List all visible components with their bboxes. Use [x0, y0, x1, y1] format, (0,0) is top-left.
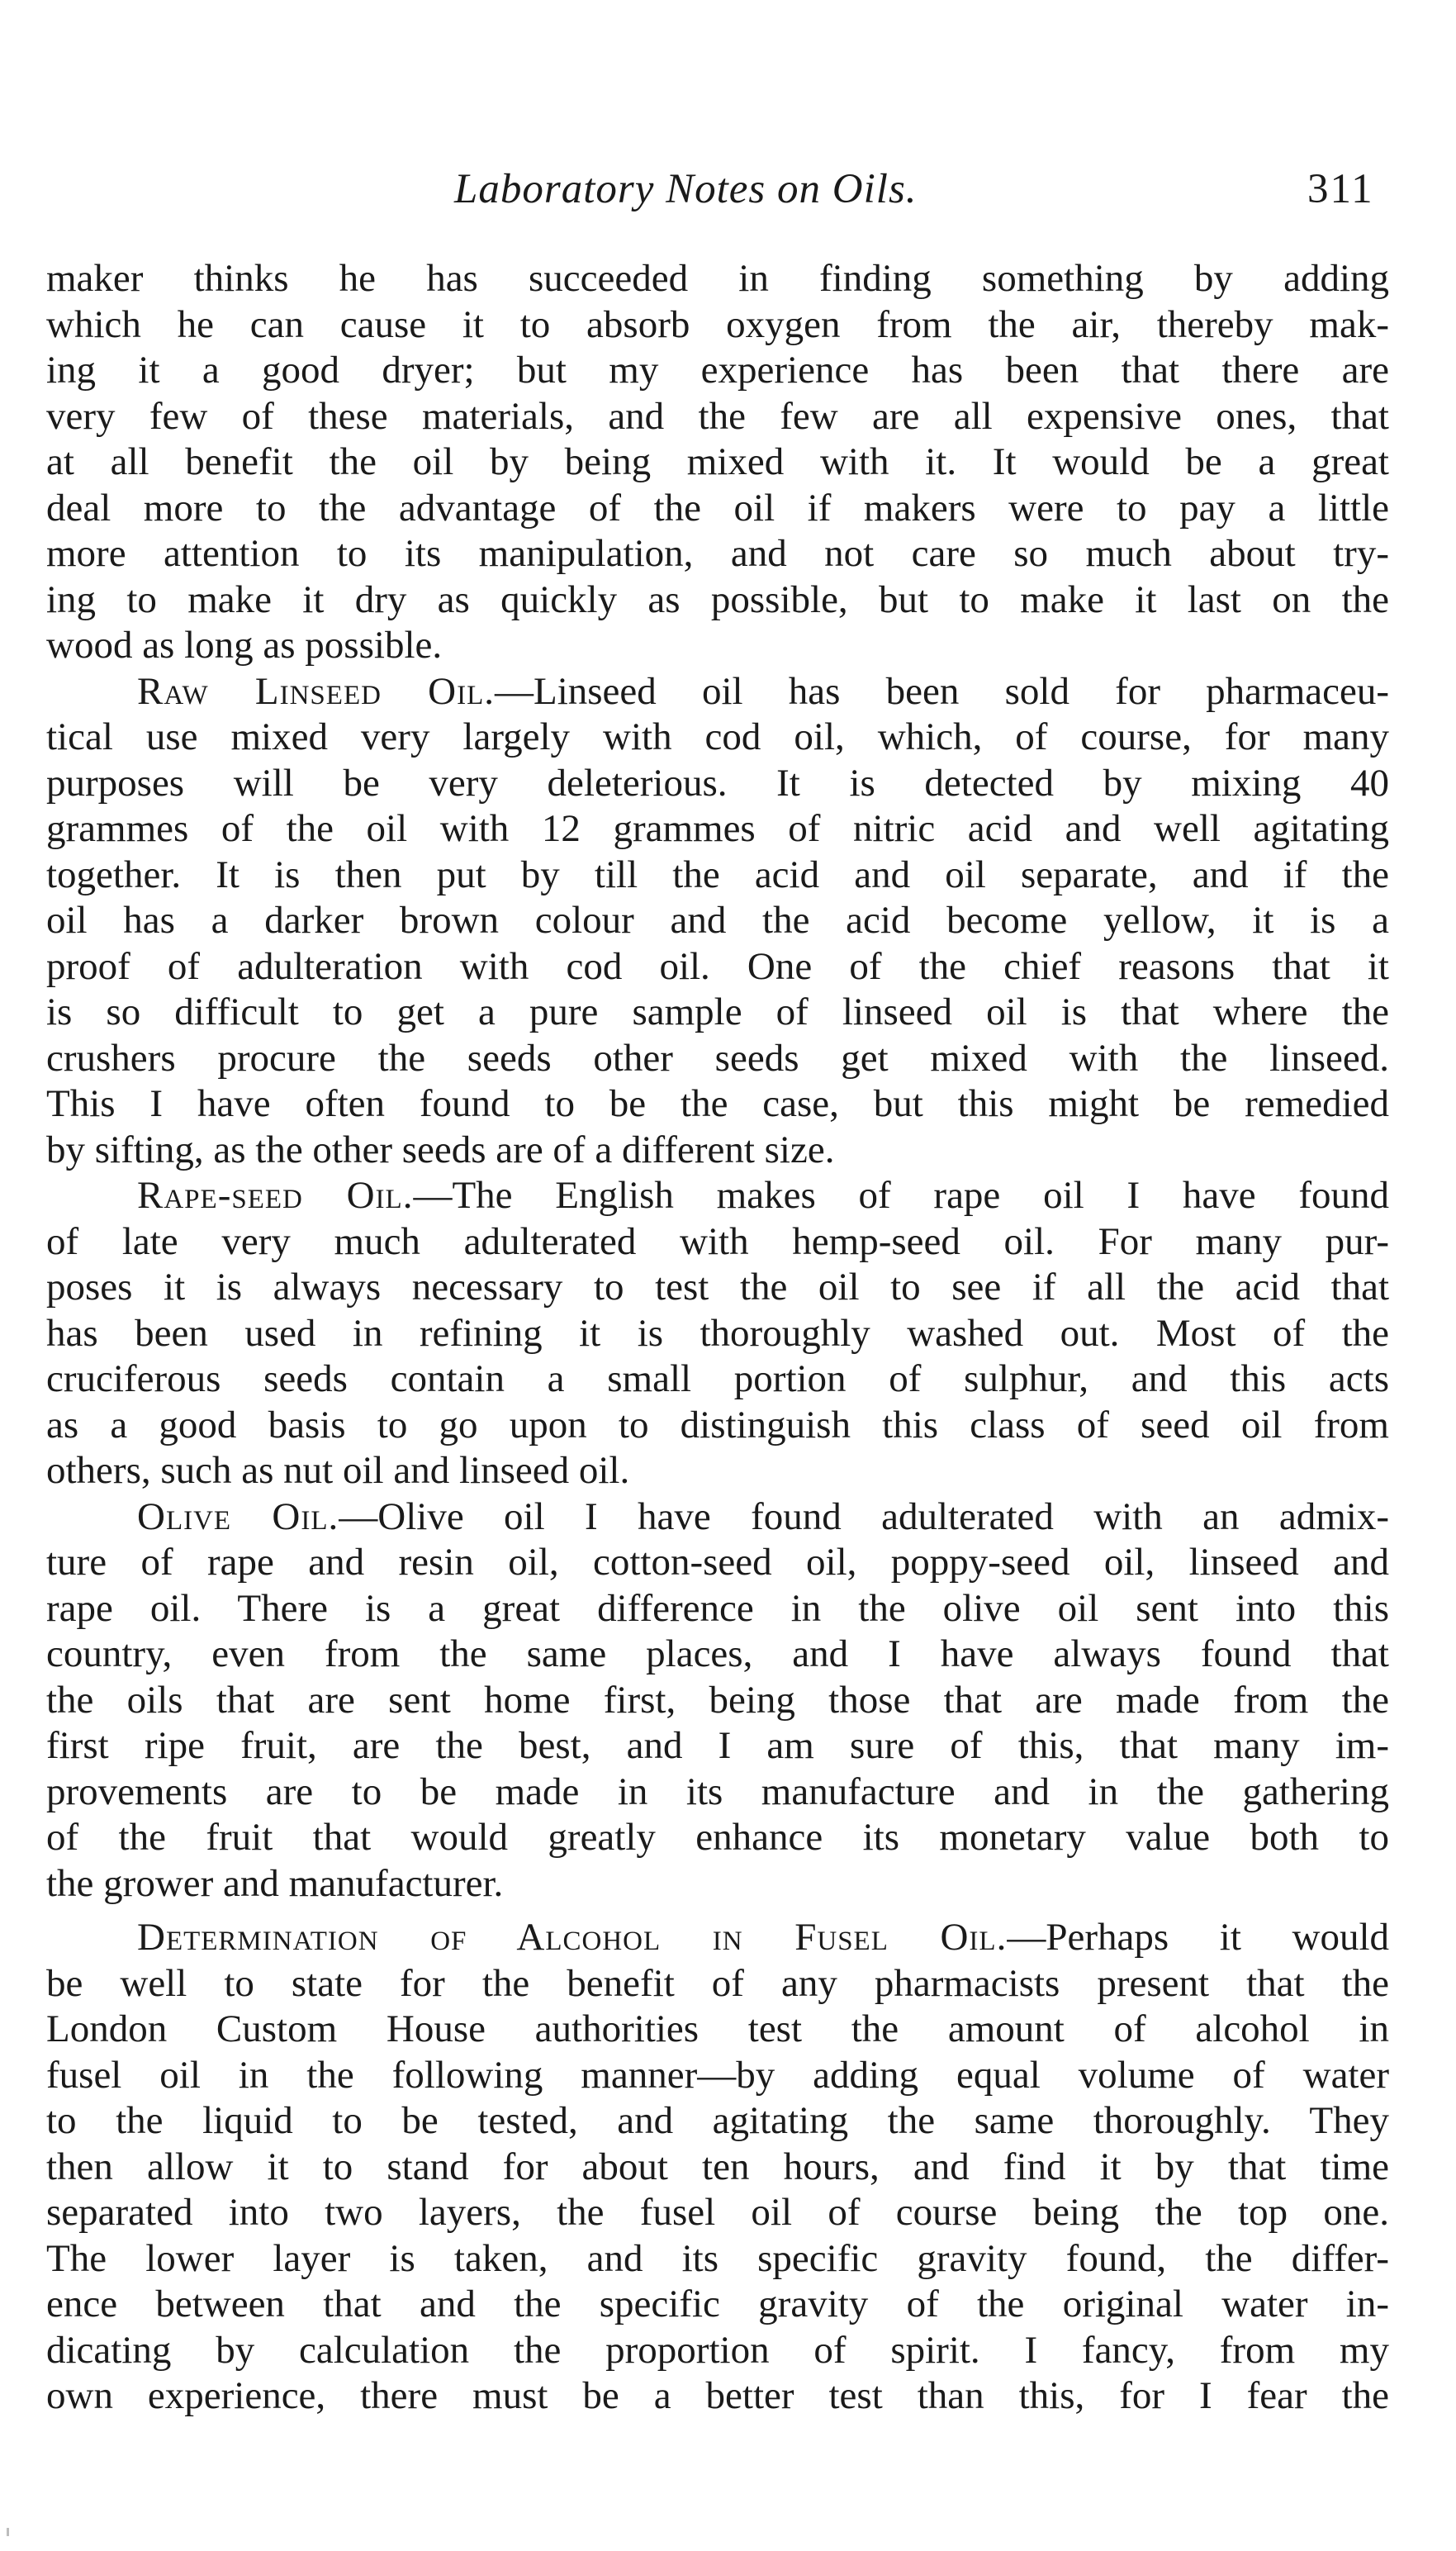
text-line: very few of these materials, and the few are all expensive ones, that [46, 394, 1389, 438]
body-text [46, 256, 1389, 2420]
text-line: ing to make it dry as quickly as possible, but to make it last on the [46, 577, 1389, 621]
paragraph-first-line [46, 669, 1389, 715]
text-line: maker thinks he has succeeded in finding something by adding [46, 257, 1389, 300]
text-line: provements are to be made in its manufacture and in the gathering [46, 1770, 1389, 1813]
text-line: of the fruit that would greatly enhance its monetary value both to [46, 1816, 1389, 1859]
text-line: more attention to its manipulation, and not care so much about try- [46, 532, 1389, 575]
text-line: ence between that and the specific gravity of the original water in- [46, 2283, 1389, 2325]
text-line: country, even from the same places, and I have always found that [46, 1632, 1389, 1675]
paragraph-raw-linseed-oil [46, 669, 1389, 1174]
text-line: tical use mixed very largely with cod oil, which, of course, for many [46, 715, 1389, 758]
text-line: separated into two layers, the fusel oil of course being the top one. [46, 2191, 1389, 2234]
text-line: to the liquid to be tested, and agitating the same thoroughly. They [46, 2099, 1389, 2142]
paragraph-first-line [46, 1173, 1389, 1219]
text-line: is so difficult to get a pure sample of linseed oil is that where the [46, 990, 1389, 1033]
text-line: the grower and manufacturer. [46, 1861, 504, 1905]
text-line: oil has a darker brown colour and the acid become yellow, it is a [46, 899, 1389, 942]
text-line: grammes of the oil with 12 grammes of nitric acid and well agitating [46, 807, 1389, 850]
text-line: own experience, there must be a better test than this, for I fear the [46, 2374, 1389, 2417]
text-line: dicating by calculation the proportion of spirit. I fancy, from my [46, 2328, 1389, 2372]
text-line: be well to state for the benefit of any pharmacists present that the [46, 1961, 1389, 2005]
text-line: wood as long as possible. [46, 624, 443, 667]
text-line: poses it is always necessary to test the oil to see if all the acid that [46, 1266, 1389, 1309]
text-line: fusel oil in the following manner—by adding equal volume of water [46, 2053, 1389, 2097]
paragraph-olive-oil [46, 1494, 1389, 1907]
text-line: crushers procure the seeds other seeds get mixed with the linseed. [46, 1036, 1389, 1080]
text-line: at all benefit the oil by being mixed with it. It would be a great [46, 440, 1389, 483]
text-line: as a good basis to go upon to distinguish this class of seed oil from [46, 1403, 1389, 1447]
text-run: —Olive oil I have found adulterated with an admix- [339, 1494, 1389, 1538]
text-line: which he can cause it to absorb oxygen from the air, thereby mak- [46, 302, 1389, 346]
text-line: proof of adulteration with cod oil. One of the chief reasons that it [46, 944, 1389, 988]
text-line: The lower layer is taken, and its specific gravity found, the differ- [46, 2236, 1389, 2280]
text-line: of late very much adulterated with hemp-seed oil. For many pur- [46, 1219, 1389, 1263]
text-line: ing it a good dryer; but my experience has been that there are [46, 349, 1389, 392]
text-run: —Linseed oil has been sold for pharmaceu- [494, 669, 1389, 713]
text-line: the oils that are sent home first, being those that are made from the [46, 1678, 1389, 1722]
paragraph-alcohol-in-fusel-oil [46, 1915, 1389, 2420]
text-line: then allow it to stand for about ten hours, and find it by that time [46, 2145, 1389, 2188]
paragraph-first-line [46, 1915, 1389, 1961]
text-line: deal more to the advantage of the oil if makers were to pay a little [46, 486, 1389, 530]
section-heading: Determination of Alcohol in Fusel Oil. [137, 1916, 1008, 1959]
paragraph-first-line [46, 1494, 1389, 1541]
text-line: others, such as nut oil and linseed oil. [46, 1449, 630, 1492]
text-line: by sifting, as the other seeds are of a different size. [46, 1128, 835, 1171]
running-title: Laboratory Notes on Oils. [454, 166, 918, 212]
section-heading: Raw Linseed Oil. [137, 669, 495, 713]
text-line: rape oil. There is a great difference in the olive oil sent into this [46, 1586, 1389, 1630]
paragraph-continuation [46, 256, 1389, 669]
page-number: 311 [1307, 166, 1374, 212]
section-heading: Rape-seed Oil. [137, 1174, 414, 1217]
text-line: London Custom House authorities test the amount of alcohol in [46, 2007, 1389, 2050]
text-line: first ripe fruit, are the best, and I am sure of this, that many im- [46, 1724, 1389, 1767]
text-line: has been used in refining it is thoroughly washed out. Most of the [46, 1311, 1389, 1355]
text-line: This I have often found to be the case, but this might be remedied [46, 1082, 1389, 1125]
text-line: purposes will be very deleterious. It is detected by mixing 40 [46, 761, 1389, 805]
paragraph-rape-seed-oil [46, 1173, 1389, 1494]
running-head [0, 165, 1456, 223]
text-line: ture of rape and resin oil, cotton-seed oil, poppy-seed oil, linseed and [46, 1541, 1389, 1584]
scan-artifact [7, 2528, 9, 2536]
text-run: —The English makes of rape oil I have found [413, 1174, 1389, 1217]
section-heading: Olive Oil. [137, 1494, 339, 1538]
text-line: together. It is then put by till the acid and oil separate, and if the [46, 853, 1389, 896]
text-line: cruciferous seeds contain a small portion of sulphur, and this acts [46, 1357, 1389, 1400]
text-run: —Perhaps it would [1007, 1916, 1389, 1959]
